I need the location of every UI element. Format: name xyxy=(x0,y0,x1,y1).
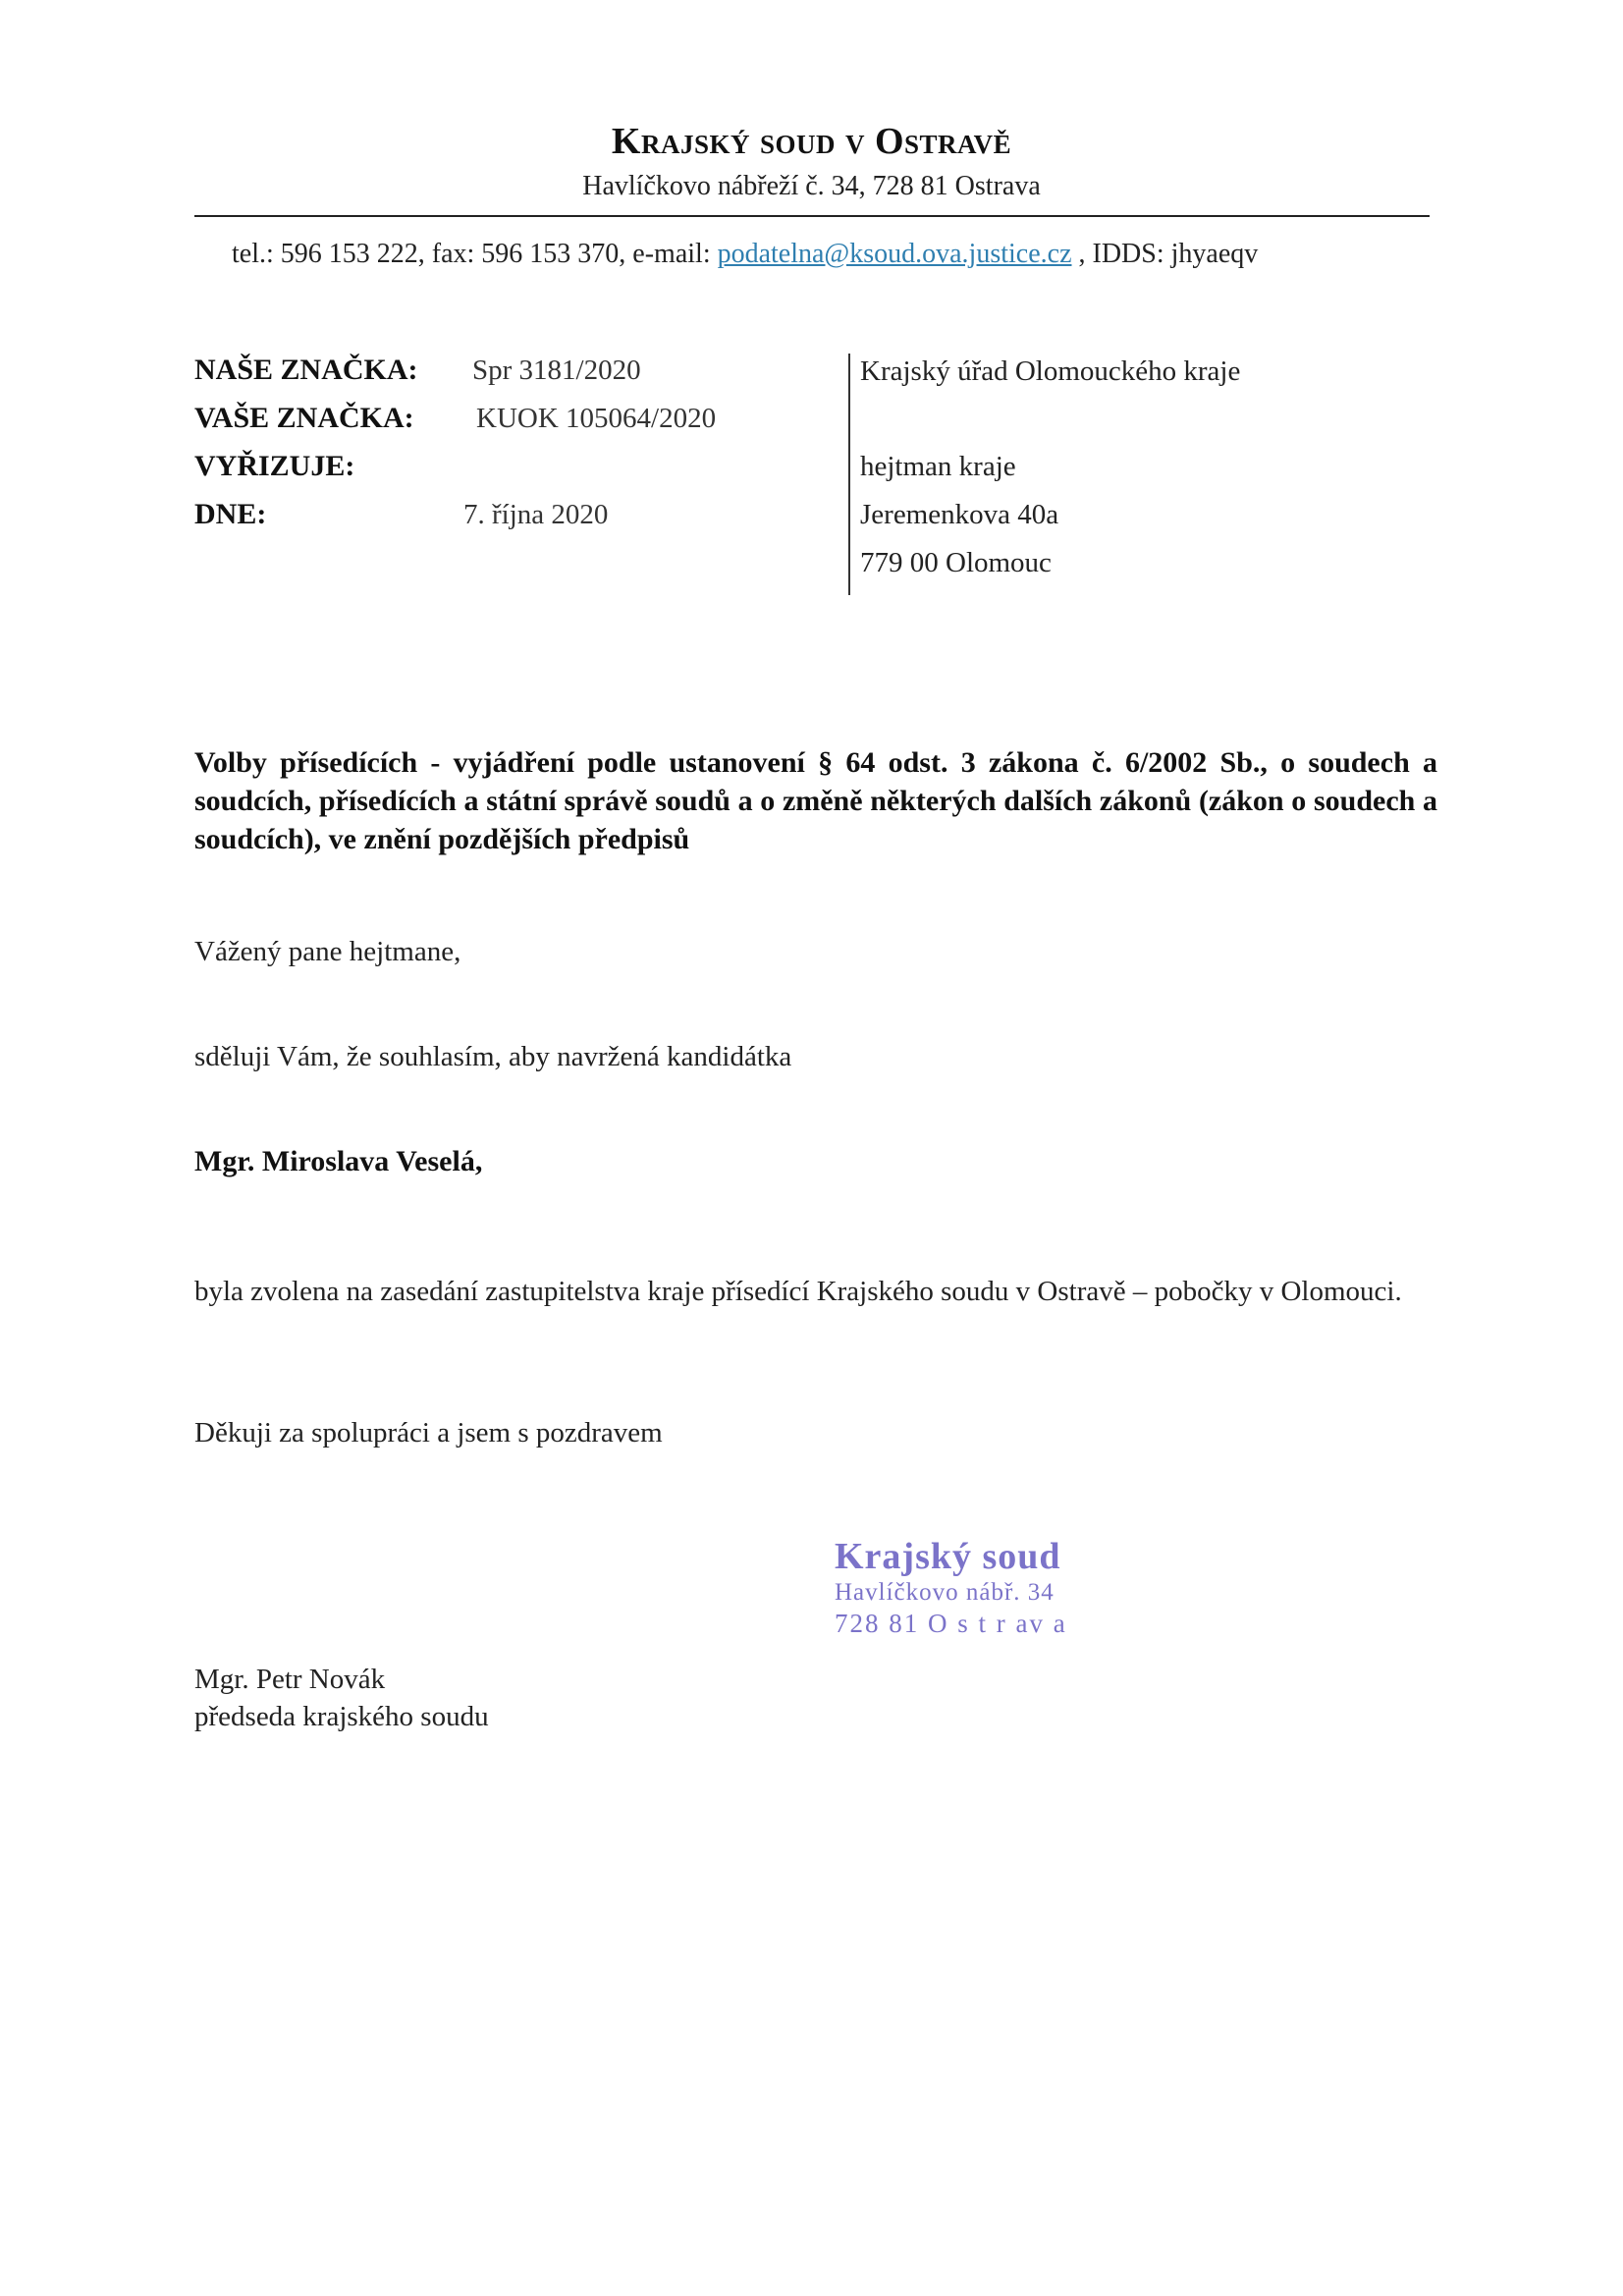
salutation: Vážený pane hejtmane, xyxy=(194,936,461,967)
handled-by-label: VYŘIZUJE: xyxy=(194,450,355,482)
court-address: Havlíčkovo nábřeží č. 34, 728 81 Ostrava xyxy=(582,171,1041,201)
candidate-name: Mgr. Miroslava Veselá, xyxy=(194,1145,483,1177)
stamp-line-2: Havlíčkovo nábř. 34 xyxy=(835,1579,1055,1606)
intro-paragraph: sděluji Vám, že souhlasím, aby navržená kandidátka xyxy=(194,1041,792,1072)
closing-line: Děkuji za spolupráci a jsem s pozdravem xyxy=(194,1417,663,1449)
recipient-city: 779 00 Olomouc xyxy=(860,547,1052,578)
stamp-line-3: 728 81 O s t r av a xyxy=(835,1609,1067,1638)
stamp-line-1: Krajský soud xyxy=(835,1536,1061,1577)
our-ref-value: Spr 3181/2020 xyxy=(472,355,641,386)
contact-suffix: , IDDS: jhyaeqv xyxy=(1071,239,1259,269)
signer-title: předseda krajského soudu xyxy=(194,1701,489,1732)
court-name: Krajský soud v Ostravě xyxy=(611,121,1012,162)
subject-line: Volby přísedících - vyjádření podle ustanovení § 64 odst. 3 zákona č. 6/2002 Sb., o soudech a soudcích, přísedících a státní správě soudů a o změně některých dalších zákonů (zákon o soudech a soudcích), ve znění pozdějších předpisů xyxy=(194,746,1437,855)
your-ref-value: KUOK 105064/2020 xyxy=(476,403,717,434)
signer-name: Mgr. Petr Novák xyxy=(194,1664,386,1695)
address-divider xyxy=(848,354,850,595)
our-ref-label: NAŠE ZNAČKA: xyxy=(194,354,418,386)
email-link[interactable]: podatelna@ksoud.ova.justice.cz xyxy=(717,239,1072,269)
date-label: DNE: xyxy=(194,498,267,530)
contact-line xyxy=(232,239,1258,270)
header-divider xyxy=(194,215,1430,217)
signature-block xyxy=(194,1661,489,1735)
contact-prefix: tel.: 596 153 222, fax: 596 153 370, e-mail: xyxy=(232,239,718,269)
court-stamp xyxy=(835,1535,1067,1639)
recipient-title: hejtman kraje xyxy=(860,451,1016,482)
elected-paragraph: byla zvolena na zasedání zastupitelstva kraje přísedící Krajského soudu v Ostravě – pobočky v Olomouci. xyxy=(194,1276,1402,1307)
recipient-office: Krajský úřad Olomouckého kraje xyxy=(860,355,1241,387)
recipient-street: Jeremenkova 40a xyxy=(860,499,1059,530)
your-ref-label: VAŠE ZNAČKA: xyxy=(194,402,414,434)
date-value: 7. října 2020 xyxy=(463,499,609,530)
